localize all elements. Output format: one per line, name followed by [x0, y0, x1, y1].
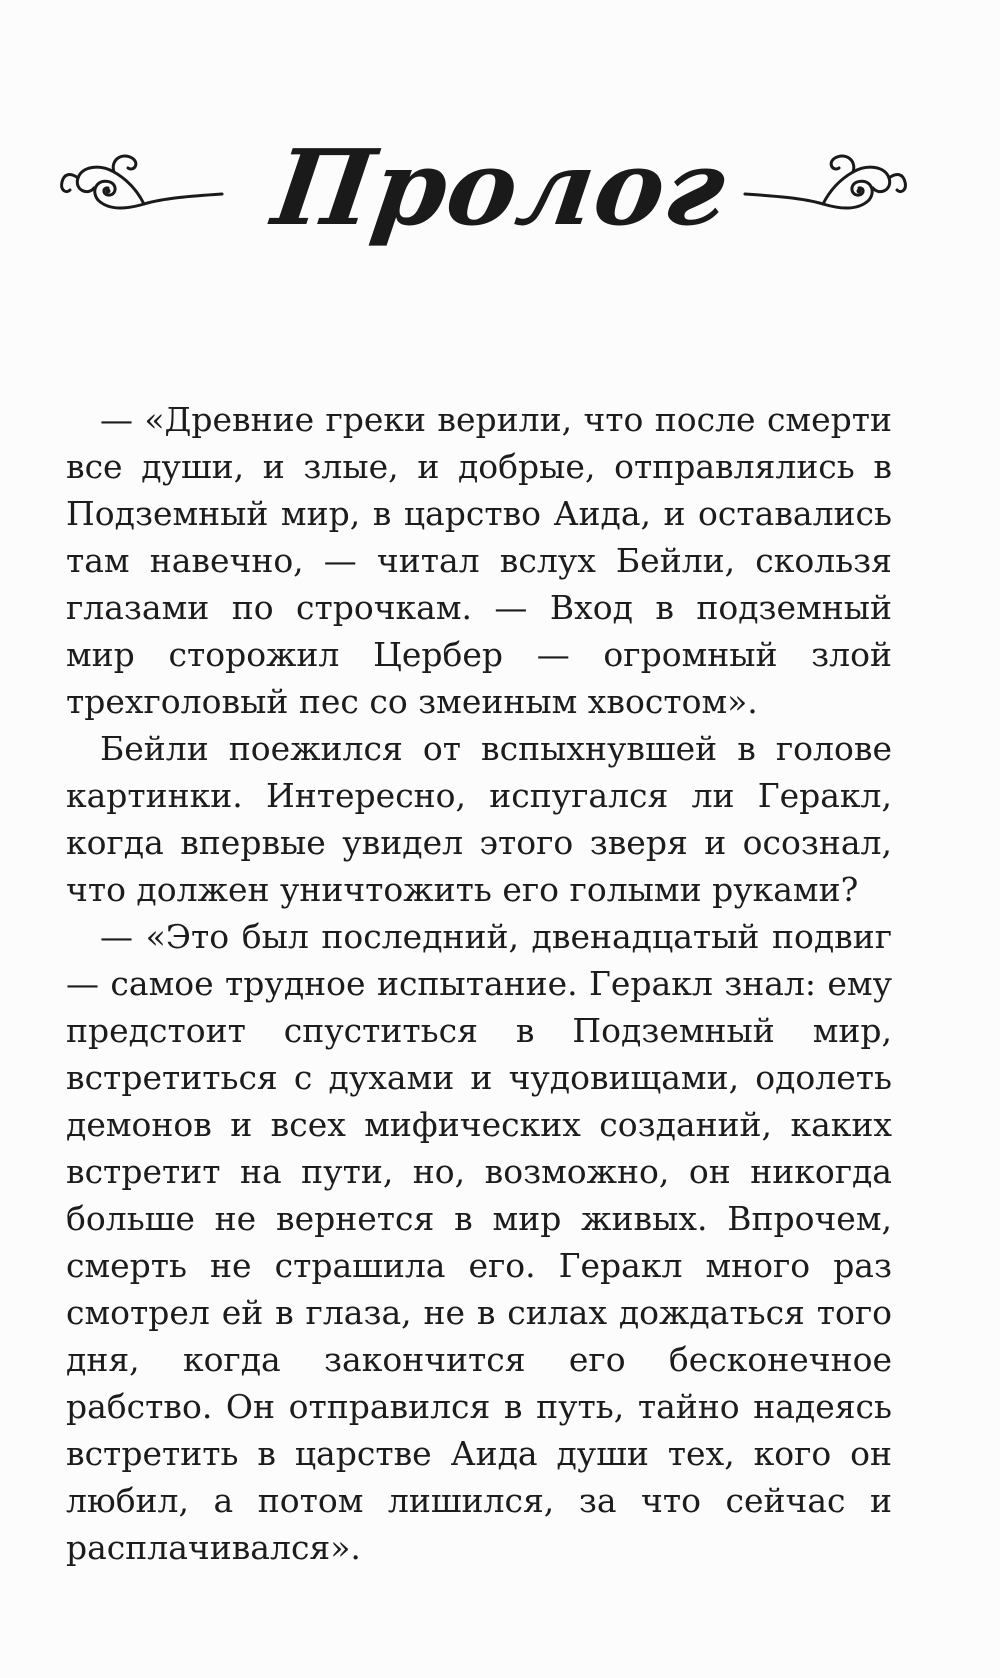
chapter-title: Пролог	[266, 126, 734, 249]
right-flourish-ornament-icon	[740, 138, 915, 218]
body-text	[66, 396, 892, 1571]
paragraph: Бейли поежился от вспыхнувшей в голове картинки. Интересно, испугался ли Геракл, когда впервые увидел этого зверя и осознал, что должен уничтожить его голыми руками?	[66, 729, 892, 909]
paragraph: — «Это был последний, двенадцатый подвиг — самое трудное испытание. Геракл знал: ему предстоит спуститься в Подземный мир, встретиться с духами и чудовищами, одолеть демонов и всех мифических созданий, каких встретит на пути, но, возможно, он никогда больше не вернется в мир живых. Впрочем, смерть не страшила его. Геракл много раз смотрел ей в глаза, не в силах дождаться того дня, когда закончится его бесконечное рабство. Он отправился в путь, тайно надеясь встретить в царстве Аида души тех, кого он любил, а потом лишился, за что сейчас и расплачивался».	[66, 917, 892, 1567]
paragraph: — «Древние греки верили, что после смерти все души, и злые, и добрые, отправлялись в Подземный мир, в царство Аида, и оставались там навечно, — читал вслух Бейли, скользя глазами по строчкам. — Вход в подземный мир сторожил Цербер — огромный злой трехголовый пес со змеиным хвостом».	[66, 400, 892, 721]
chapter-header	[0, 120, 1000, 270]
